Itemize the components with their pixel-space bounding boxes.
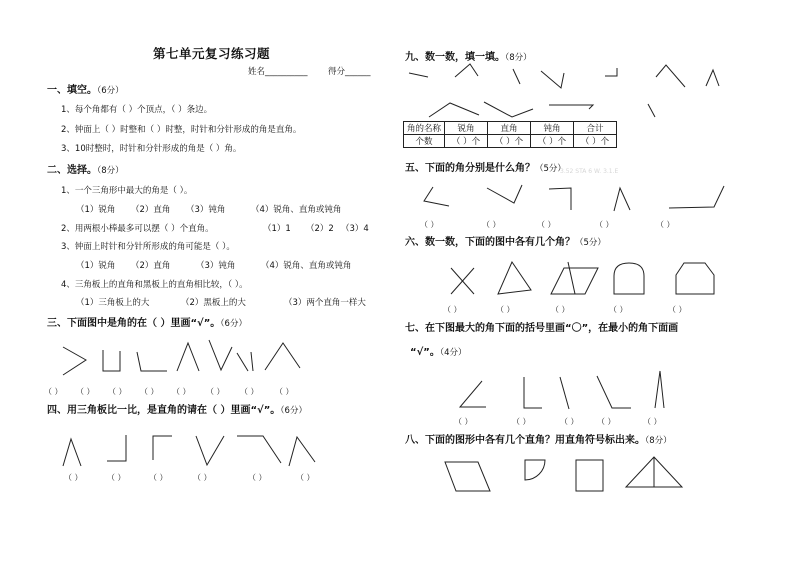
s2-q3-option-1: （1）锐角	[76, 261, 116, 271]
table-header-cell: 钝角	[531, 122, 574, 135]
section-3-score: （6分）	[220, 319, 247, 329]
section-1-title: 一、填空。	[47, 85, 97, 96]
s5-answer-5[interactable]: （ ）	[656, 220, 675, 229]
s7-figure-4	[597, 376, 631, 408]
s7-figure-1	[460, 381, 486, 407]
s9-figure-7	[706, 70, 719, 86]
section-9-score: （8分）	[505, 53, 532, 63]
s7-answer-5[interactable]: （ ）	[643, 417, 662, 426]
s2-q3-option-4: （4）锐角、直角或钝角	[261, 261, 352, 271]
section-7-title-cont: “√”。	[410, 347, 440, 358]
s2-question-3: 3、钟面上时针和分针所形成的角可能是（ ）。	[61, 242, 235, 252]
s7-figure-2	[524, 377, 542, 408]
s6-figure-4	[614, 263, 644, 294]
s3-answer-1[interactable]: （ ）	[44, 387, 63, 396]
table-answer-cell[interactable]: （ ）个	[445, 135, 488, 148]
s7-answer-4[interactable]: （ ）	[597, 417, 616, 426]
s3-figure-1	[63, 347, 86, 375]
score-field-label[interactable]: 得分______	[328, 67, 371, 77]
s2-question-2: 2、用两根小棒最多可以摆（ ）个直角。	[61, 224, 214, 234]
section-2-score: （8分）	[97, 166, 124, 176]
s6-figure-5	[676, 263, 714, 294]
s6-answer-2[interactable]: （ ）	[496, 305, 515, 314]
s2-q4-option-3: （3）两个直角一样大	[284, 298, 366, 308]
section-8-title: 八、下面的图形中各有几个直角？用直角符号标出来。	[405, 435, 645, 446]
s4-figure-3	[153, 436, 172, 460]
s2-q3-option-3: （3）钝角	[196, 261, 236, 271]
s6-answer-1[interactable]: （ ）	[443, 305, 462, 314]
s2-q2-option-1: （1）1	[263, 224, 291, 234]
s4-answer-6[interactable]: （ ）	[296, 473, 315, 482]
s9-figure-8	[429, 103, 479, 117]
section-4-score: （6分）	[280, 406, 307, 416]
faint-watermark-text: 3.52 STA 6 W. 3.1.E	[560, 168, 619, 175]
s9-figure-6	[656, 65, 685, 87]
s7-figure-3	[560, 377, 569, 409]
s3-figure-4	[177, 343, 199, 371]
s4-figure-5	[237, 436, 281, 463]
page-title: 第七单元复习练习题	[153, 46, 271, 61]
section-4-title: 四、用三角板比一比，是直角的请在（ ）里画“√”。	[47, 405, 281, 416]
s2-q2-option-2: （2）2	[306, 224, 334, 234]
section-8-score: （8分）	[645, 436, 672, 446]
s2-q1-option-4: （4）锐角、直角或钝角	[251, 205, 342, 215]
s4-answer-4[interactable]: （ ）	[193, 473, 212, 482]
s9-figure-5	[605, 68, 617, 76]
table-header-cell: 合计	[574, 122, 617, 135]
s4-figure-2	[107, 435, 126, 461]
s2-q4-option-2: （2）黑板上的大	[181, 298, 246, 308]
s5-figure-2	[487, 185, 522, 203]
s3-answer-5[interactable]: （ ）	[172, 387, 191, 396]
section-2-title: 二、选择。	[47, 165, 97, 176]
s7-answer-1[interactable]: （ ）	[454, 417, 473, 426]
table-header-cell: 角的名称	[404, 122, 445, 135]
s9-figure-3	[513, 69, 520, 84]
s3-answer-7[interactable]: （ ）	[240, 387, 259, 396]
s4-figure-1	[63, 439, 81, 466]
s9-figure-2	[455, 64, 478, 77]
s3-answer-8[interactable]: （ ）	[275, 387, 294, 396]
s2-q1-option-2: （2）直角	[131, 205, 171, 215]
s5-answer-2[interactable]: （ ）	[482, 220, 501, 229]
s3-answer-4[interactable]: （ ）	[140, 387, 159, 396]
s9-figure-10	[549, 105, 593, 109]
s4-answer-5[interactable]: （ ）	[248, 473, 267, 482]
s7-figure-5	[655, 371, 664, 408]
s6-answer-4[interactable]: （ ）	[609, 305, 628, 314]
s2-q2-option-3: （3）4	[341, 224, 369, 234]
s2-question-4: 4、三角板上的直角和黑板上的直角相比较，（ ）。	[61, 280, 248, 290]
s5-figure-5	[669, 186, 724, 208]
section-6-title: 六、数一数，下面的图中各有几个角？	[405, 237, 575, 248]
s2-q4-option-1: （1）三角板上的大	[76, 298, 150, 308]
s6-figure-3-diag	[568, 262, 575, 294]
s3-figure-3	[137, 352, 167, 371]
section-6-score: （5分）	[575, 238, 606, 248]
section-1-score: （6分）	[97, 86, 124, 96]
s2-q3-option-2: （2）直角	[131, 261, 171, 271]
s5-answer-1[interactable]: （ ）	[420, 220, 439, 229]
s5-figure-4	[614, 188, 630, 211]
s9-figure-11	[648, 104, 655, 117]
s6-figure-2	[498, 262, 531, 294]
s3-answer-2[interactable]: （ ）	[76, 387, 95, 396]
name-field-label[interactable]: 姓名__________	[248, 67, 308, 77]
s3-figure-6b	[251, 352, 253, 371]
s3-figure-5	[209, 340, 232, 370]
s3-answer-6[interactable]: （ ）	[206, 387, 225, 396]
table-header-cell: 锐角	[445, 122, 488, 135]
s4-figure-4	[196, 436, 224, 465]
s8-figure-2	[525, 460, 545, 480]
s1-question-2: 2、钟面上（ ）时整和（ ）时整，时针和分针形成的角是直角。	[61, 125, 302, 135]
s4-answer-3[interactable]: （ ）	[149, 473, 168, 482]
s9-figure-4	[541, 71, 564, 88]
section-9-title: 九、数一数，填一填。	[405, 52, 505, 63]
s3-answer-3[interactable]: （ ）	[108, 387, 127, 396]
s5-figure-1	[424, 187, 449, 206]
s3-figure-7	[265, 343, 300, 370]
s4-answer-1[interactable]: （ ）	[64, 473, 83, 482]
section-5-score: （5分）	[535, 164, 566, 174]
s8-figure-3	[576, 460, 603, 491]
s8-figure-1	[445, 462, 490, 491]
s1-question-3: 3、10时整时，时针和分针形成的角是（ ）角。	[61, 144, 242, 154]
s2-q1-option-3: （3）钝角	[186, 205, 226, 215]
section-7-score: （4分）	[439, 348, 467, 358]
s3-figure-2	[103, 350, 120, 371]
s7-answer-2[interactable]: （ ）	[512, 417, 531, 426]
s9-figure-1	[409, 73, 428, 77]
table-answer-cell[interactable]: （ ）个	[531, 135, 574, 148]
s2-q1-option-1: （1）锐角	[76, 205, 116, 215]
s5-answer-3[interactable]: （ ）	[537, 220, 556, 229]
s4-figure-6	[289, 437, 315, 466]
s9-figure-9	[484, 102, 533, 117]
s2-question-1: 1、一个三角形中最大的角是（ ）。	[61, 186, 193, 196]
s6-answer-3[interactable]: （ ）	[551, 305, 570, 314]
table-cell: 个数	[404, 135, 445, 148]
s1-question-1: 1、每个角都有（ ）个顶点，（ ）条边。	[61, 105, 213, 115]
table-answer-cell[interactable]: （ ）个	[488, 135, 531, 148]
s7-answer-3[interactable]: （ ）	[560, 417, 579, 426]
section-7-heading: 七、在下图最大的角下面的括号里画“〇”，在最小的角下面画	[405, 323, 679, 334]
section-3-title: 三、下面图中是角的在（ ）里画“√”。	[47, 318, 221, 329]
section-5-title: 五、下面的角分别是什么角？	[405, 163, 535, 174]
table-answer-cell[interactable]: （ ）个	[574, 135, 617, 148]
s4-answer-2[interactable]: （ ）	[107, 473, 126, 482]
s5-answer-4[interactable]: （ ）	[595, 220, 614, 229]
s6-answer-5[interactable]: （ ）	[668, 305, 687, 314]
s3-figure-6	[237, 353, 248, 371]
s5-figure-3	[549, 188, 571, 210]
table-header-cell: 直角	[488, 122, 531, 135]
